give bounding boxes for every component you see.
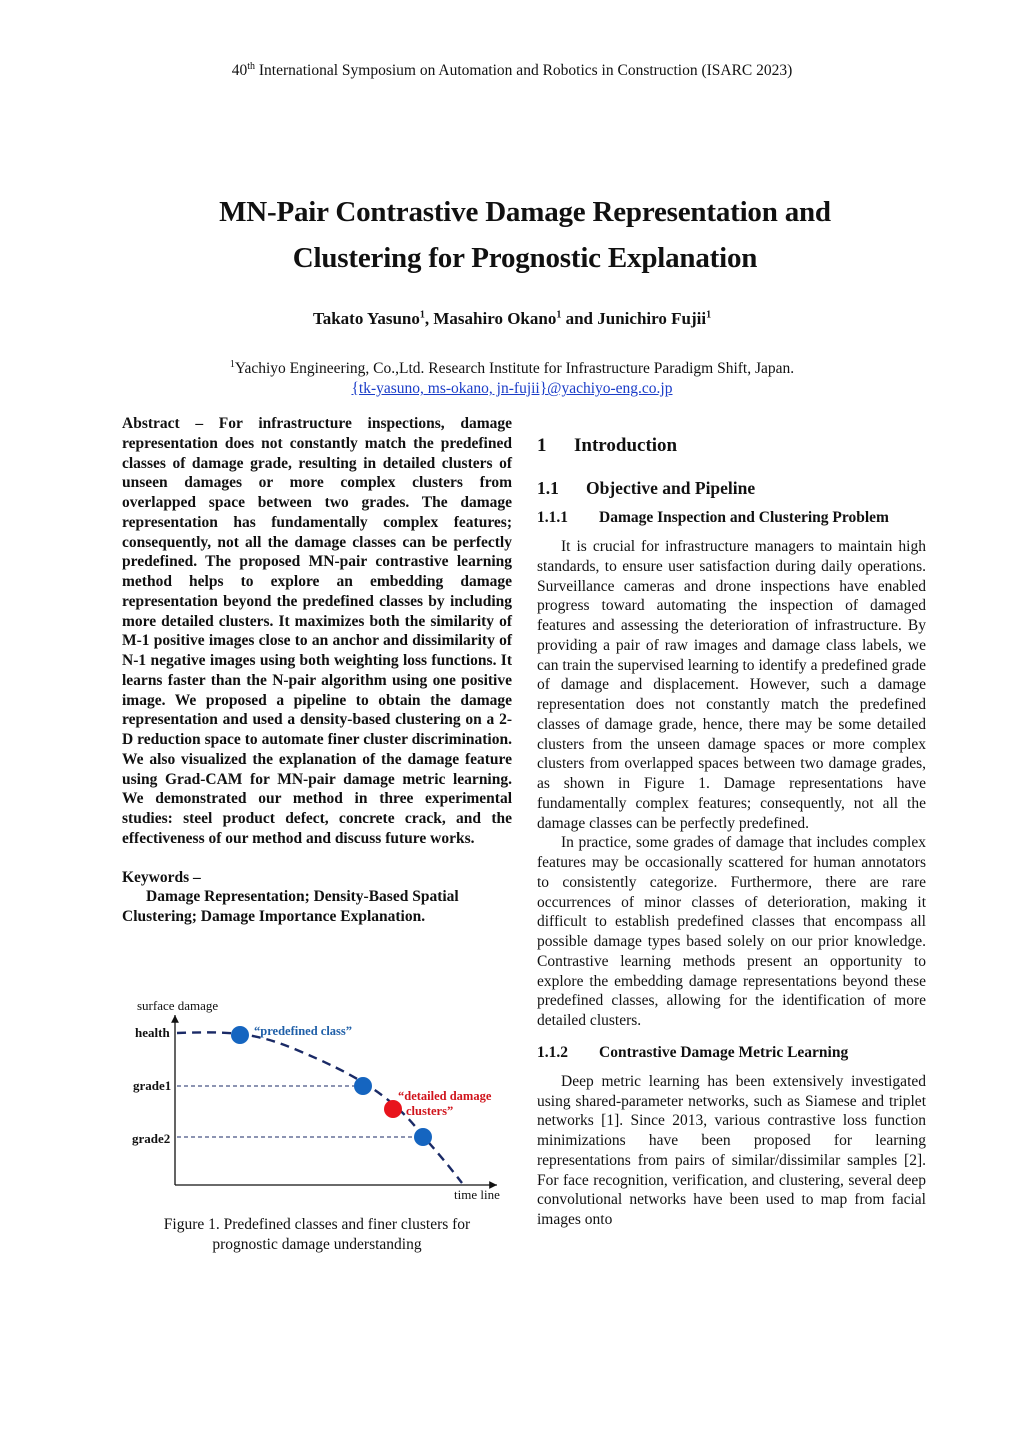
affiliation-mark: 1 [229, 359, 235, 370]
subsection-title: Objective and Pipeline [586, 478, 756, 498]
subsubsection-title: Damage Inspection and Clustering Problem [599, 509, 889, 526]
subsubsection-heading-metric-learning [537, 1043, 926, 1063]
caption-line-2: prognostic damage understanding [212, 1236, 422, 1253]
subsection-number: 1.1 [537, 478, 559, 498]
paragraph: Deep metric learning has been extensively investigated using shared-parameter networks, such as Siamese and triplet networks [1]. Since 2013, various contrastive loss function minimizations have been proposed for learning representations from pairs of similar/dissimilar samples [2]. For face recognition, verification, and clustering, several deep convolutional networks have been used to map from facial images onto [537, 1072, 926, 1228]
running-head-ordinal: th [247, 61, 255, 72]
y-axis-label: surface damage [137, 998, 219, 1013]
author-list [0, 309, 1024, 329]
subsubsection-number: 1.1.2 [537, 1043, 568, 1061]
email-link[interactable]: {tk-yasuno, ms-okano, jn-fujii}@yachiyo-eng.co.jp [351, 380, 673, 398]
author-name: Takato Yasuno [312, 309, 420, 328]
abstract: Abstract – For infrastructure inspections, damage representation does not constantly match the predefined classes of damage grade, resulting in detailed clusters of unseen damages or more complex clusters from overlapped space between two grades. The damage representation has fundamentally complex features; consequently, not all the damage classes can be perfectly predefined. The proposed MN-pair contrastive learning method helps to explore an embedding damage representation beyond the predefined classes by including more detailed clusters. It maximizes both the similarity of M-1 positive images close to an anchor and dissimilarity of N-1 negative images using both weighting loss functions. It learns faster than the N-pair algorithm using one positive image. We proposed a pipeline to obtain the damage representation and used a density-based clustering on a 2-D reduction space to automate finer cluster discrimination. We also visualized the explanation of the damage feature using Grad-CAM for MN-pair damage metric learning. We demonstrated our method in three experimental studies: steel product defect, concrete crack, and the effectiveness of our method and discuss future works. [122, 415, 512, 847]
level-label-health: health [135, 1025, 170, 1040]
right-column [537, 434, 926, 1230]
author-separator: and [561, 309, 598, 328]
subsubsection-heading-inspection [537, 508, 926, 528]
author-affiliation-mark: 1 [706, 309, 712, 321]
level-label-grade1: grade1 [133, 1078, 172, 1093]
running-head-text: International Symposium on Automation and Robotics in Construction (ISARC 2023) [254, 62, 793, 80]
author-affiliation-mark: 1 [556, 309, 562, 321]
paragraph: In practice, some grades of damage that includes complex features may be occasionally scattered for human annotators to consistently categorize. Furthermore, there are rare occurrences of minor classes of deterioration, making it difficult to establish predefined classes that encompass all possible damage types based solely on our prior knowledge. Contrastive learning methods present an opportunity to explore the embedding damage representations beyond these predefined classes, allowing for the identification of more detailed clusters. [537, 834, 926, 1029]
keywords-block [122, 868, 512, 927]
author-affiliation-mark: 1 [419, 309, 425, 321]
paper-title [120, 189, 930, 281]
running-head-number: 40 [231, 62, 248, 80]
predefined-class-point-grade2 [414, 1128, 432, 1146]
author-separator: , [424, 309, 434, 328]
detailed-clusters-annotation-line2: clusters” [406, 1104, 454, 1118]
running-head [0, 61, 1024, 80]
x-axis-label: time line [454, 1187, 500, 1202]
paragraph: It is crucial for infrastructure managers to maintain high standards, to ensure user satisfaction during daily operations. Surveillance cameras and drone inspections have enabled progress toward automating the inspection of damaged features and assessing the deterioration of infrastructure. By providing a pair of raw images and damage class labels, we can train the supervised learning to identify a predefined grade of damage and displacement. However, such a damage representation does not constantly match the predefined classes of damage grade, hence, there may be some detailed clusters from the unseen damage spaces or more complex clusters from overlapped spaces between two damage grades, as shown in Figure 1. Damage representations have fundamentally complex features; consequently, not all the damage classes can be perfectly predefined. [537, 538, 926, 832]
left-column [122, 414, 512, 927]
figure-1-caption [122, 1215, 512, 1255]
keywords-label: Keywords – [122, 868, 201, 886]
predefined-class-point-health [231, 1026, 249, 1044]
title-line-2: Clustering for Prognostic Explanation [292, 242, 758, 274]
section-number: 1 [537, 435, 547, 456]
damage-timeline-diagram [122, 995, 512, 1205]
section-title: Introduction [574, 435, 678, 456]
author-name: Junichiro Fujii [597, 309, 707, 328]
predefined-class-annotation: “predefined class” [254, 1024, 353, 1038]
figure-1 [122, 995, 512, 1205]
subsection-heading-objective [537, 477, 926, 499]
affiliation-block [0, 355, 1024, 399]
section-heading-introduction [537, 434, 926, 458]
affiliation-text: Yachiyo Engineering, Co.,Ltd. Research Institute for Infrastructure Paradigm Shift, Japan. [234, 360, 795, 378]
subsubsection-number: 1.1.1 [537, 509, 568, 526]
title-line-1: MN-Pair Contrastive Damage Representation and [219, 196, 831, 228]
level-label-grade2: grade2 [132, 1131, 171, 1146]
predefined-class-point-grade1 [354, 1077, 372, 1095]
caption-line-1: Figure 1. Predefined classes and finer clusters for [163, 1216, 471, 1233]
author-name: Masahiro Okano [433, 309, 557, 328]
detailed-clusters-annotation-line1: “detailed damage [398, 1089, 492, 1103]
keywords-text: Damage Representation; Density-Based Spatial Clustering; Damage Importance Explanation. [122, 888, 459, 925]
subsubsection-title: Contrastive Damage Metric Learning [599, 1043, 849, 1061]
